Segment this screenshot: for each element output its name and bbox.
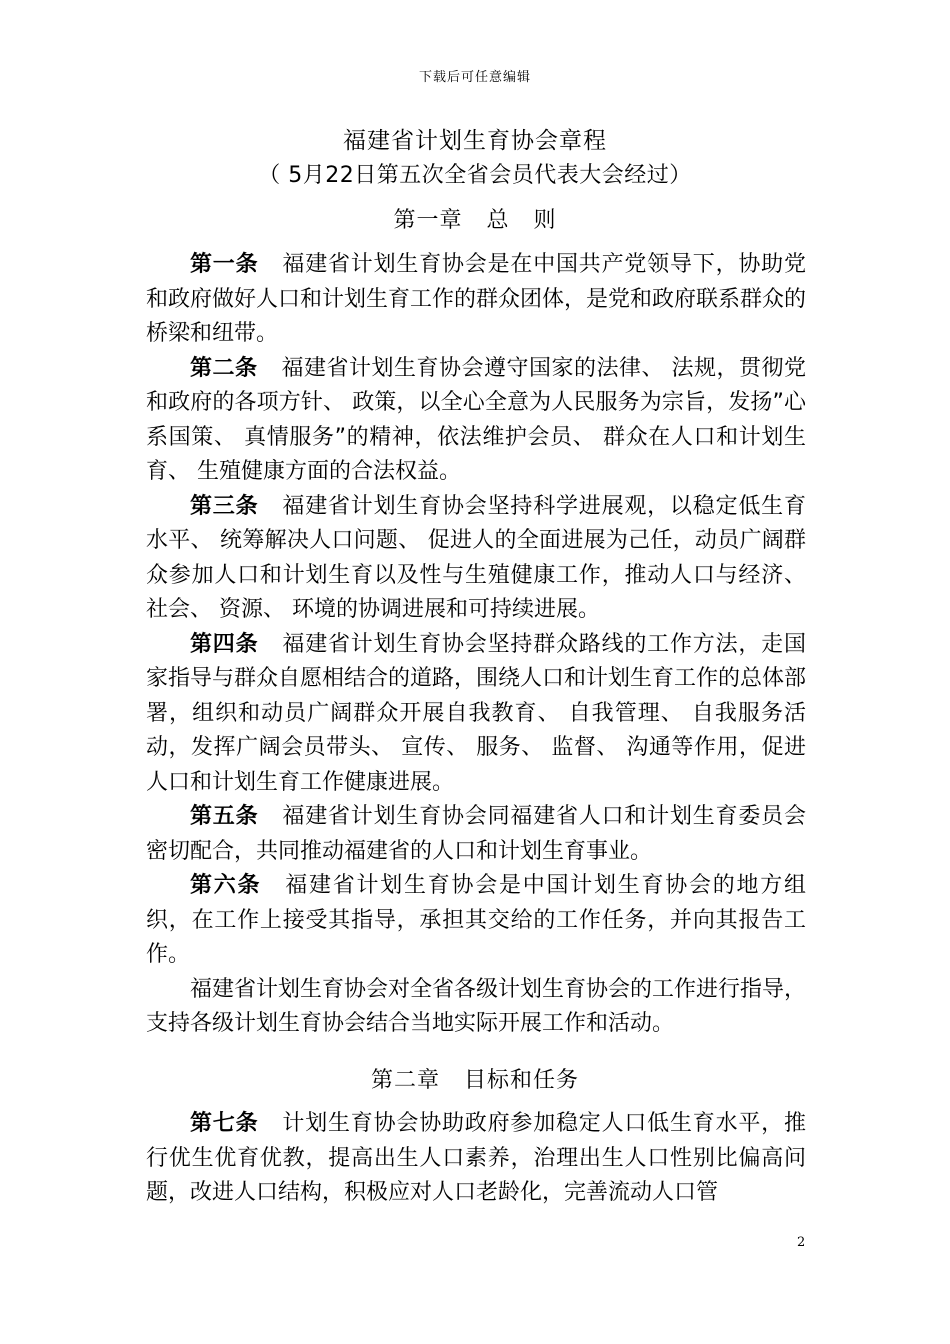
article-label: 第五条	[190, 804, 259, 829]
article-1	[146, 248, 806, 352]
article-6	[146, 869, 806, 973]
document-title: 福建省计划生育协会章程	[343, 128, 607, 154]
article-text: 福建省计划生育协会是在中国共产党领导下，协助党和政府做好人口和计划生育工作的群众团体，是党和政府联系群众的桥梁和纽带。	[146, 252, 807, 346]
article-text: 计划生育协会协助政府参加稳定人口低生育水平，推行优生优育优教，提高出生人口素养，治理出生人口性别比偏高问题，改进人口结构，积极应对人口老龄化，完善流动人口管	[146, 1111, 806, 1205]
article-4	[146, 628, 806, 801]
article-text: 福建省计划生育协会对全省各级计划生育协会的工作进行指导，支持各级计划生育协会结合当地实际开展工作和活动。	[146, 976, 807, 1036]
chapter-heading-1: 第一章 总 则	[393, 208, 557, 233]
article-5	[146, 800, 806, 869]
article-text: 福建省计划生育协会同福建省人口和计划生育委员会密切配合，共同推动福建省的人口和计划生育事业。	[146, 804, 806, 864]
article-label: 第四条	[190, 631, 259, 657]
page-number: 2	[797, 1235, 806, 1250]
article-label: 第七条	[190, 1111, 259, 1136]
article-label: 第一条	[190, 252, 259, 277]
header-note: 下载后可任意编辑	[418, 70, 531, 85]
article-text: 福建省计划生育协会坚持群众路线的工作方法，走国家指导与群众自愿相结合的道路，围绕人口和计划生育工作的总体部署，组织和动员广阔群众开展自我教育、 自我管理、 自我服务活动，发挥广阔会员带头、 宣传、 服务、 监督、 沟通等作用，促进人口和计划生育工作健康进展。	[146, 631, 807, 795]
chapter-heading-2: 第二章 目标和任务	[371, 1068, 579, 1093]
article-label: 第三条	[190, 493, 259, 519]
article-text: 福建省计划生育协会坚持科学进展观，以稳定低生育水平、 统筹解决人口问题、 促进人的全面进展为己任，动员广阔群众参加人口和计划生育以及性与生殖健康工作，推动人口与经济、 社会、 资源、 环境的协调进展和可持续进展。	[146, 493, 806, 622]
article-6-continuation	[146, 973, 806, 1042]
document-subtitle: （ 5月22日第五次全省会员代表大会经过）	[258, 163, 692, 188]
chapter-2-body	[146, 1107, 806, 1211]
article-text: 福建省计划生育协会遵守国家的法律、 法规，贯彻党和政府的各项方针、 政策，以全心全意为人民服务为宗旨，发扬”心系国策、 真情服务”的精神，依法维护会员、 群众在人口和计划生育、 生殖健康方面的合法权益。	[146, 355, 806, 484]
article-2	[146, 352, 806, 490]
chapter-1-body	[146, 248, 806, 1042]
article-label: 第六条	[190, 873, 262, 898]
article-7	[146, 1107, 806, 1211]
article-text: 福建省计划生育协会是中国计划生育协会的地方组织，在工作上接受其指导，承担其交给的工作任务，并向其报告工作。	[146, 873, 806, 967]
article-3	[146, 490, 806, 628]
article-label: 第二条	[190, 355, 258, 381]
